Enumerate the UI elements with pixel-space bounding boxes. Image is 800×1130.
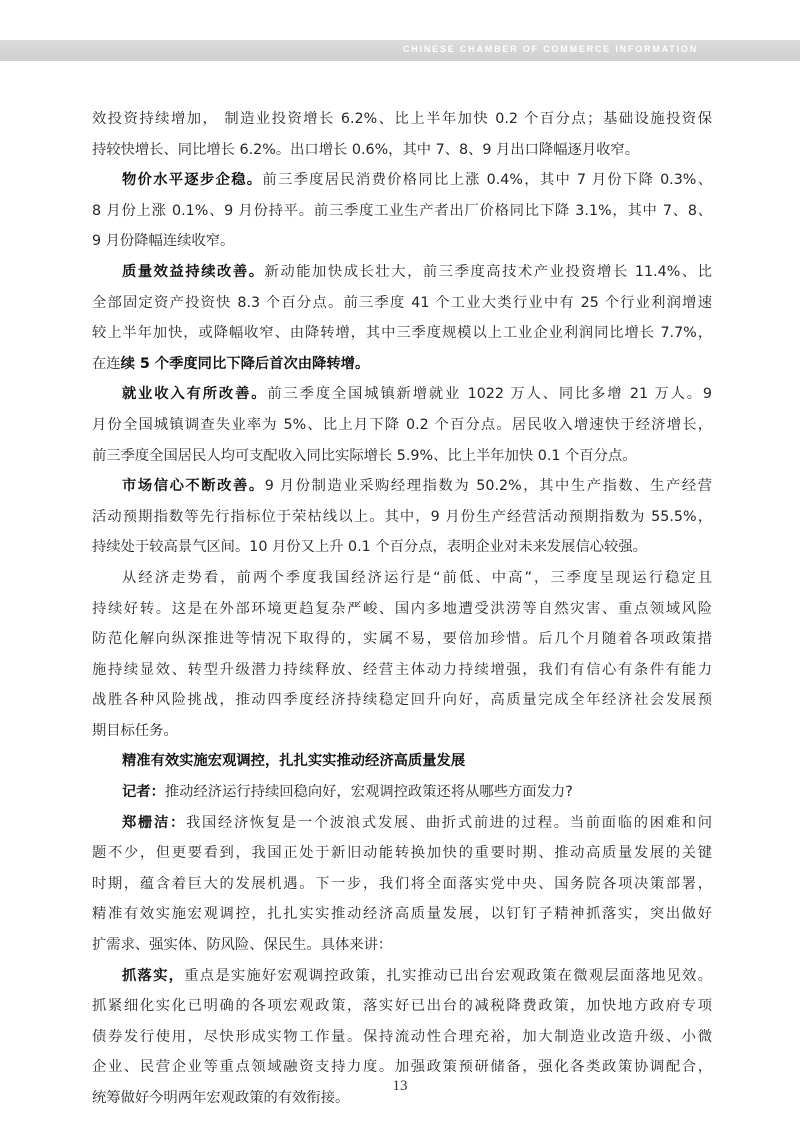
- speaker-label: 郑栅洁：: [122, 814, 186, 831]
- paragraph-trend: 从经济走势看，前两个季度我国经济运行是“前低、中高”，三季度呈现运行稳定且: [122, 569, 712, 586]
- text-line: 月份全国城镇调查失业率为 5%、比上月下降 0.2 个百分点。居民收入增速快于经济增长，: [92, 416, 712, 433]
- paragraph-employment: 就业收入有所改善。前三季度全国城镇新增就业 1022 万人、同比多增 21 万人。9: [122, 386, 712, 403]
- text-line: 较上半年加快，或降幅收窄、由降转增，其中三季度规模以上工业企业利润同比增长 7.7%，: [92, 325, 712, 342]
- paragraph-implementation: 抓落实，重点是实施好宏观调控政策，扎实推动已出台宏观政策在微观层面落地见效。: [122, 967, 712, 984]
- bold-phrase: 续 5 个季度同比下降后首次由降转增。: [120, 355, 370, 372]
- text-line: 扩需求、强实体、防风险、保民生。具体来讲：: [92, 937, 393, 954]
- text-line: 时期，蕴含着巨大的发展机遇。下一步，我们将全面落实党中央、国务院各项决策部署，: [92, 875, 712, 892]
- text-line: 防范化解向纵深推进等情况下取得的，实属不易，要倍加珍惜。后几个月随着各项政策措: [92, 631, 712, 648]
- text-line: 在连续 5 个季度同比下降后首次由降转增。: [92, 355, 370, 372]
- text-line: 持较快增长、同比增长 6.2%。出口增长 0.6%，其中 7、8、9 月出口降幅逐月收窄。: [92, 141, 640, 158]
- text-line: 全部固定资产投资快 8.3 个百分点。前三季度 41 个工业大类行业中有 25 个行业利润增速: [92, 294, 712, 311]
- text-line: 债券发行使用，尽快形成实物工作量。保持流动性合理充裕，加大制造业改造升级、小微: [92, 1028, 712, 1045]
- reporter-question: 记者：推动经济运行持续回稳向好，宏观调控政策还将从哪些方面发力?: [122, 784, 573, 801]
- speaker-label: 记者：: [122, 784, 165, 801]
- text-line: 抓紧细化实化已明确的各项宏观政策，落实好已出台的减税降费政策，加快地方政府专项: [92, 998, 712, 1015]
- text-line: 企业、民营企业等重点领域融资支持力度。加强政策预研储备，强化各类政策协调配合，: [92, 1059, 712, 1076]
- article-body: [92, 104, 712, 1114]
- text-line: 题不少，但更要看到，我国正处于新旧动能转换加快的重要时期、推动高质量发展的关键: [92, 845, 712, 862]
- answer-paragraph: 郑栅洁：我国经济恢复是一个波浪式发展、曲折式前进的过程。当前面临的困难和问: [122, 814, 712, 831]
- paragraph-confidence: 市场信心不断改善。9 月份制造业采购经理指数为 50.2%，其中生产指数、生产经营: [122, 478, 712, 495]
- text-line: 统筹做好今明两年宏观政策的有效衔接。: [92, 1090, 350, 1106]
- text-line: 持续处于较高景气区间。10 月份又上升 0.1 个百分点，表明企业对未来发展信心较强。: [92, 539, 647, 556]
- paragraph-lead: 物价水平逐步企稳。: [122, 172, 263, 189]
- page-number: 13: [392, 1078, 408, 1094]
- paragraph-lead: 抓落实，: [122, 967, 185, 984]
- text-line: 前三季度全国居民人均可支配收入同比实际增长 5.9%、比上半年加快 0.1 个百分点。: [92, 447, 637, 464]
- text-line: 期目标任务。: [92, 722, 178, 739]
- paragraph-lead: 市场信心不断改善。: [122, 478, 265, 495]
- text-line: 施持续显效、转型升级潜力持续释放、经营主体动力持续增强，我们有信心有条件有能力: [92, 661, 712, 678]
- paragraph-lead: 质量效益持续改善。: [122, 263, 265, 280]
- text-line: 9 月份降幅连续收窄。: [92, 233, 235, 250]
- paragraph-lead: 就业收入有所改善。: [122, 386, 268, 403]
- paragraph-quality: 质量效益持续改善。新动能加快成长壮大，前三季度高技术产业投资增长 11.4%、比: [122, 263, 712, 280]
- text-line: 持续好转。这是在外部环境更趋复杂严峻、国内多地遭受洪涝等自然灾害、重点领域风险: [92, 600, 712, 617]
- text-line: 效投资持续增加， 制造业投资增长 6.2%、比上半年加快 0.2 个百分点；基础设施投资保: [92, 111, 712, 127]
- paragraph-price: 物价水平逐步企稳。前三季度居民消费价格同比上涨 0.4%，其中 7 月份下降 0.3%、: [122, 172, 712, 189]
- text-line: 活动预期指数等先行指标位于荣枯线以上。其中，9 月份生产经营活动预期指数为 55.5%，: [92, 508, 712, 525]
- text-line: 8 月份上涨 0.1%、9 月份持平。前三季度工业生产者出厂价格同比下降 3.1%，其中 7、8、: [92, 202, 712, 219]
- text-line: 精准有效实施宏观调控，扎扎实实推动经济高质量发展，以钉钉子精神抓落实，突出做好: [92, 906, 712, 923]
- header-label: CHINESE CHAMBER OF COMMERCE INFORMATION: [402, 44, 698, 54]
- text-line: 战胜各种风险挑战，推动四季度经济持续稳定回升向好，高质量完成全年经济社会发展预: [92, 692, 712, 709]
- section-heading: 精准有效实施宏观调控，扎扎实实推动经济高质量发展: [122, 753, 466, 770]
